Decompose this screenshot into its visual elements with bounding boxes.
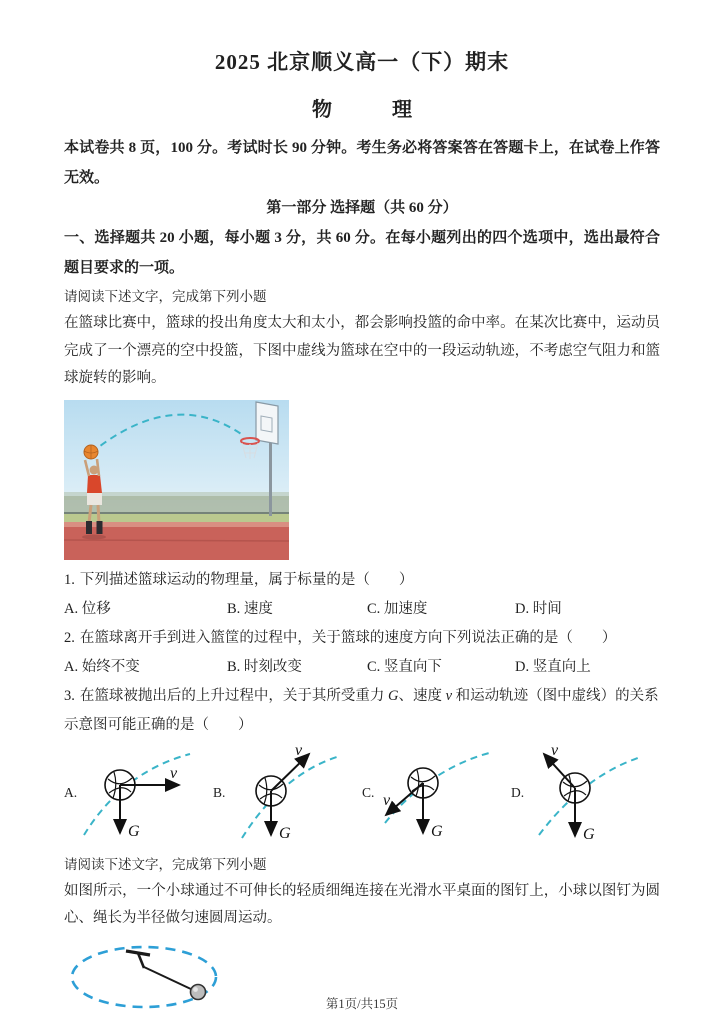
option-b: B. 时刻改变 <box>227 658 302 675</box>
answer-diagram-b <box>213 743 362 843</box>
option-a: A. 始终不变 <box>64 658 140 675</box>
question-1 <box>64 566 660 595</box>
answer-diagram-a <box>64 743 213 843</box>
option-b: B. 速度 <box>227 600 273 617</box>
exam-notice: 本试卷共 8 页，100 分。考试时长 90 分钟。考生务必将答案答在答题卡上，在试卷上作答无效。 <box>64 140 660 186</box>
reading-prompt-1: 请阅读下述文字，完成第下列小题 <box>64 289 267 304</box>
gravity-symbol: G <box>388 687 399 704</box>
trajectory-curve <box>539 757 641 835</box>
backboard <box>256 402 278 444</box>
player-shoe-right <box>97 521 103 534</box>
question-1-options <box>64 595 660 624</box>
option-c: C. 加速度 <box>367 600 428 617</box>
section-intro: 一、选择题共 20 小题，每小题 3 分，共 60 分。在每小题列出的四个选项中，选出最符合题目要求的一项。 <box>64 230 660 276</box>
option-a: A. 位移 <box>64 600 111 617</box>
player-jersey <box>87 475 102 493</box>
gravity-label: G <box>583 825 595 843</box>
gravity-label: G <box>128 822 140 840</box>
page-footer: 第1页/共15页 <box>325 997 399 1011</box>
velocity-arrow <box>386 783 423 815</box>
basketball-photo-figure <box>64 400 660 560</box>
question-number: 1. <box>64 571 75 588</box>
diagram-b-figure <box>226 743 348 843</box>
diagram-d-figure <box>525 743 647 843</box>
player-leg-left <box>89 505 91 523</box>
gravity-label: G <box>279 824 291 842</box>
question-3 <box>64 682 660 740</box>
player-leg-right <box>98 505 99 523</box>
section-header: 第一部分 选择题（共 60 分） <box>266 200 458 216</box>
player-shoe-left <box>86 521 92 534</box>
question-text: 下列描述篮球运动的物理量，属于标量的是（ ） <box>79 571 414 588</box>
court-line <box>64 540 289 541</box>
answer-diagram-d <box>511 743 660 843</box>
diagram-label-d: D. <box>511 784 525 800</box>
question-text-part: 、速度 <box>398 687 446 704</box>
player-shadow <box>82 534 106 539</box>
diagram-c-figure <box>375 743 497 843</box>
velocity-label: v <box>551 742 559 759</box>
option-c: C. 竖直向下 <box>367 658 442 675</box>
question-3-diagrams <box>64 743 660 843</box>
diagram-label-b: B. <box>213 784 226 800</box>
question-text-part: 在篮球被抛出后的上升过程中，关于其所受重力 <box>79 687 388 704</box>
player-shorts <box>87 493 102 505</box>
pushpin-icon <box>126 951 150 968</box>
gravity-label: G <box>431 822 443 840</box>
option-d: D. 竖直向上 <box>515 658 591 675</box>
reading-prompt-2: 请阅读下述文字，完成第下列小题 <box>64 856 267 872</box>
velocity-arrow <box>544 754 575 788</box>
reading-passage-1: 在篮球比赛中，篮球的投出角度太大和太小，都会影响投篮的命中率。在某次比赛中，运动员完成了一个漂亮的空中投篮，下图中虚线为篮球在空中的一段运动轨迹，不考虑空气阻力和篮球旋转的影响。 <box>64 315 660 386</box>
velocity-symbol: v <box>445 687 453 704</box>
basketball-photo <box>64 400 289 560</box>
velocity-label: v <box>170 764 178 782</box>
question-2 <box>64 624 660 653</box>
answer-diagram-c <box>362 743 511 843</box>
diagram-a-figure <box>78 743 200 843</box>
exam-title: 2025 北京顺义高一（下）期末 <box>214 50 510 74</box>
subject-title: 物 理 <box>312 99 412 121</box>
question-number: 3. <box>64 687 75 704</box>
question-text: 在篮球离开手到进入篮筐的过程中，关于篮球的速度方向下列说法正确的是（ ） <box>79 629 617 646</box>
velocity-label: v <box>383 791 391 809</box>
question-text-part: 和运动轨迹（图中虚线）的关系示意图可能正确的是（ ） <box>64 687 659 733</box>
diagram-label-a: A. <box>64 784 78 800</box>
reading-passage-2: 如图所示，一个小球通过不可伸长的轻质细绳连接在光滑水平桌面的图钉上，小球以图钉为圆心、绳长为半径做匀速圆周运动。 <box>64 882 660 926</box>
ball-highlight <box>193 987 198 992</box>
question-number: 2. <box>64 629 75 646</box>
velocity-label: v <box>295 742 303 759</box>
option-d: D. 时间 <box>515 600 562 617</box>
question-2-options <box>64 653 660 682</box>
diagram-label-c: C. <box>362 784 375 800</box>
string-line <box>144 967 193 990</box>
